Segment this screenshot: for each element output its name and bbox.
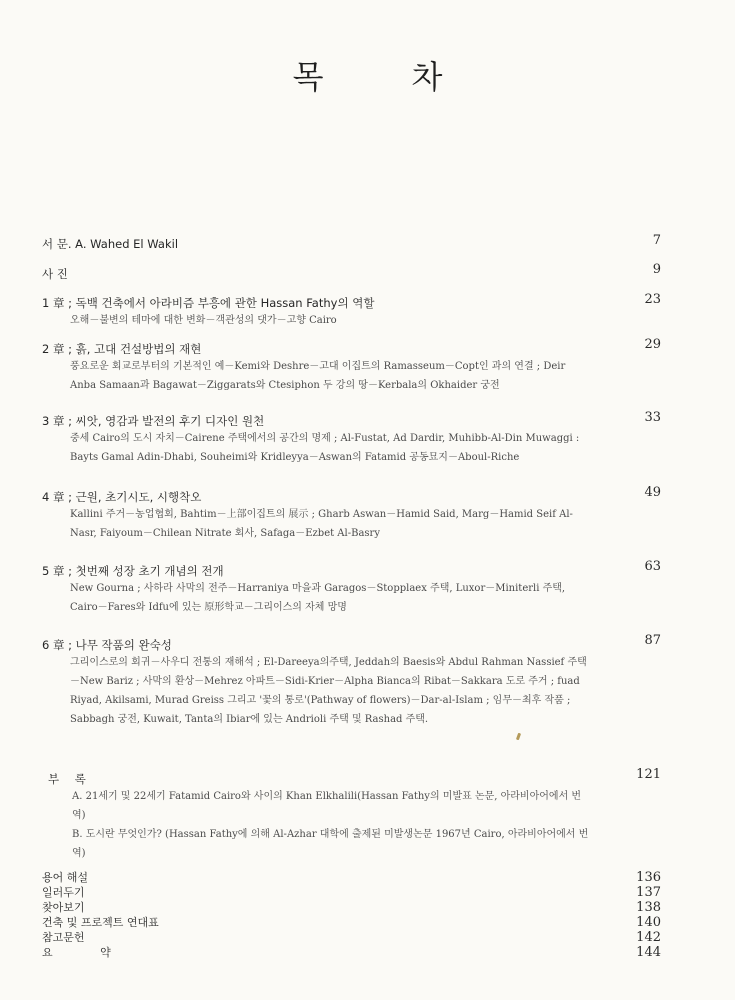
entry-page-number: 9 — [652, 262, 661, 277]
toc-entry-chronology: 건축 및 프로젝트 연대표 — [42, 916, 159, 929]
title-char-2: 차 — [411, 58, 443, 96]
entry-page-number: 137 — [636, 885, 661, 900]
toc-entry-summary: 요 약 — [42, 946, 133, 959]
page-title — [0, 52, 735, 98]
entry-page-number: 142 — [636, 930, 661, 945]
entry-page-number: 63 — [644, 559, 661, 574]
entry-page-number: 136 — [636, 870, 661, 885]
entry-page-number: 7 — [652, 233, 661, 248]
toc-entry-appendix — [42, 771, 662, 863]
entry-heading: 3 章 ; 씨앗, 영감과 발전의 후기 디자인 원천 — [42, 414, 265, 428]
entry-page-number: 144 — [636, 945, 661, 960]
entry-heading: 1 章 ; 독백 건축에서 아라비즘 부흥에 관한 Hassan Fathy의 역할 — [42, 296, 375, 310]
toc-entry-glossary: 용어 해설 — [42, 871, 89, 884]
toc-entry-chapter-1 — [42, 295, 662, 330]
entry-page-number: 33 — [644, 410, 661, 425]
entry-subtopics: 중세 Cairo의 도시 자치－Cairene 주택에서의 공간의 명제 ; Al-Fustat, Ad Dardir, Muhibb-Al-Din Muwaggi : Bayts Gamal Adin-Dhabi, Souheimi와 Kridleyya－Aswan의 Fatamid 공동묘지－Aboul-Riche — [70, 433, 580, 463]
toc-entry-chapter-2 — [42, 341, 662, 395]
toc-entry-bibliography: 참고문헌 — [42, 931, 85, 944]
appendix-item-a: A. 21세기 및 22세기 Fatamid Cairo와 사이의 Khan Elkhalili(Hassan Fathy의 미발표 논문, 아라비아어에서 번역) — [72, 791, 582, 821]
toc-entry-photos — [42, 266, 662, 282]
entry-heading: 서 문. A. Wahed El Wakil — [42, 237, 179, 251]
entry-heading: 4 章 ; 근원, 초기시도, 시행착오 — [42, 490, 202, 504]
entry-subtopics: 그리이스로의 회귀－사우디 전통의 재해석 ; El-Dareeya의주택, Jeddah의 Baesis와 Abdul Rahman Nassief 주택－New Bariz ; 사막의 환상－Mehrez 아파트－Sidi-Krier－Alpha Bianca의 Ribat－Sakkara 도로 주거 ; fuad Riyad, Akilsami, Murad Greiss 그리고 '꽃의 통로'(Pathway of flowers)－Dar-al-Islam ; 임무－최후 작품 ; Sabbagh 궁전, Kuwait, Tanta의 Ibiar에 있는 Andrioli 주택 및 Rashad 주택. — [70, 657, 587, 725]
toc-entry-preface — [42, 236, 662, 252]
entry-heading: 사 진 — [42, 267, 68, 281]
entry-heading: 6 章 ; 나무 작품의 완숙성 — [42, 638, 172, 652]
entry-subtopics: New Gourna ; 사하라 사막의 전주－Harraniya 마을과 Garagos－Stopplaex 주택, Luxor－Miniterli 주택, Cairo－Fares와 Idfu에 있는 原形학교－그리이스의 자체 망명 — [70, 583, 566, 613]
paper-speck — [516, 733, 521, 741]
entry-heading: 5 章 ; 첫번째 성장 초기 개념의 전개 — [42, 564, 224, 578]
toc-entry-chapter-4 — [42, 489, 662, 543]
entry-heading: 부 록 — [48, 772, 92, 786]
entry-page-number: 23 — [644, 292, 661, 307]
entry-subtopics: Kallini 주거－농업협회, Bahtim－上部이집트의 展示 ; Gharb Aswan－Hamid Said, Marg－Hamid Seif Al-Nasr, Faiyoum－Chilean Nitrate 회사, Safaga－Ezbet Al-Basry — [70, 509, 573, 539]
title-char-1: 목 — [292, 58, 324, 96]
entry-page-number: 49 — [644, 485, 661, 500]
entry-heading: 2 章 ; 흙, 고대 건설방법의 재현 — [42, 342, 202, 356]
entry-page-number: 138 — [636, 900, 661, 915]
toc-entry-chapter-5 — [42, 563, 662, 617]
toc-entry-notes: 일러두기 — [42, 886, 85, 899]
entry-page-number: 140 — [636, 915, 661, 930]
toc-entry-index: 찾아보기 — [42, 901, 85, 914]
toc-entry-chapter-6 — [42, 637, 662, 729]
appendix-item-b: B. 도시란 무엇인가? (Hassan Fathy에 의해 Al-Azhar 대학에 출제된 미발생논문 1967년 Cairo, 아라비아어에서 번역) — [72, 829, 589, 859]
entry-page-number: 29 — [644, 337, 661, 352]
toc-entry-chapter-3 — [42, 413, 662, 467]
entry-subtopics: 오해－불변의 테마에 대한 변화－객관성의 댓가－고향 Cairo — [70, 315, 337, 326]
entry-page-number: 87 — [644, 633, 661, 648]
entry-subtopics: 풍요로운 회교로부터의 기본적인 예－Kemi와 Deshre－고대 이집트의 Ramasseum－Copt인 과의 연결 ; Deir Anba Samaan과 Bagawat－Ziggarats와 Ctesiphon 두 강의 땅－Kerbala의 Okhaider 궁전 — [70, 361, 566, 391]
entry-page-number: 121 — [636, 767, 661, 782]
